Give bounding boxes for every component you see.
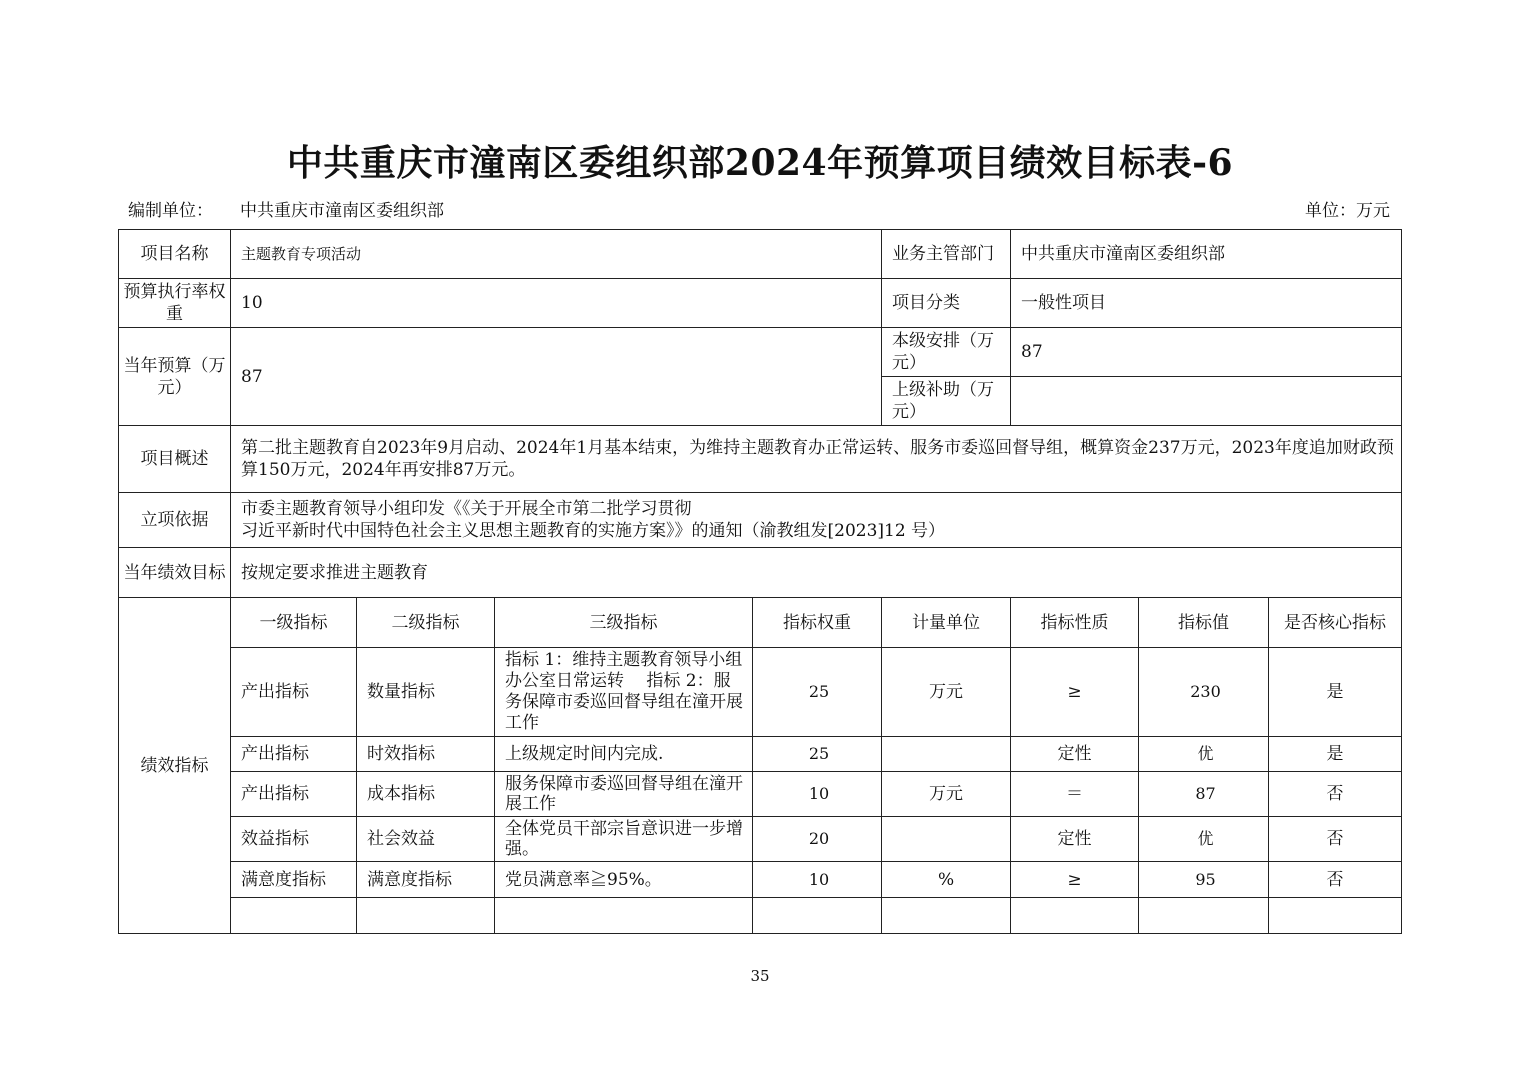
header-value: 指标值 [1139,598,1269,648]
row3-value: 87 [1139,772,1269,817]
performance-table [118,229,1402,934]
project-name-label: 项目名称 [119,230,231,279]
basis-line-1: 市委主题教育领导小组印发《《关于开展全市第二批学习贯彻 [241,499,692,519]
row4-unit [882,817,1011,862]
basis-value [231,493,1402,548]
row5-l3: 党员满意率≧95%。 [495,862,753,898]
row5-nature: ≥ [1011,862,1139,898]
compiling-unit [128,196,444,221]
row2-l1: 产出指标 [231,737,357,772]
row4-nature: 定性 [1011,817,1139,862]
row1-nature: ≥ [1011,648,1139,737]
row2-weight: 25 [753,737,882,772]
row2-value: 优 [1139,737,1269,772]
table-row [119,772,1402,817]
currency-unit: 单位：万元 [1305,201,1390,221]
local-label: 本级安排（万元） [882,328,1011,377]
project-name: 主题教育专项活动 [231,230,882,279]
row5-weight: 10 [753,862,882,898]
header-nature: 指标性质 [1011,598,1139,648]
table-row [119,817,1402,862]
row4-weight: 20 [753,817,882,862]
row5-value: 95 [1139,862,1269,898]
table-row [119,648,1402,737]
category-label: 项目分类 [882,279,1011,328]
row5-core: 否 [1269,862,1402,898]
exec-weight-value: 10 [231,279,882,328]
row3-l2: 成本指标 [357,772,495,817]
basis-label: 立项依据 [119,493,231,548]
upper-value [1011,377,1402,426]
dept-label: 业务主管部门 [882,230,1011,279]
row1-weight: 25 [753,648,882,737]
local-value: 87 [1011,328,1402,377]
table-row-empty [119,898,1402,934]
row1-core: 是 [1269,648,1402,737]
row5-l2: 满意度指标 [357,862,495,898]
row2-unit [882,737,1011,772]
row3-l1: 产出指标 [231,772,357,817]
row3-unit: 万元 [882,772,1011,817]
header-l1: 一级指标 [231,598,357,648]
basis-line-2: 习近平新时代中国特色社会主义思想主题教育的实施方案》》的通知（渝教组发[2023]12 号） [241,521,946,541]
goal-value: 按规定要求推进主题教育 [231,548,1402,598]
row3-l3: 服务保障市委巡回督导组在潼开展工作 [495,772,753,817]
category-value: 一般性项目 [1011,279,1402,328]
compiling-unit-name: 中共重庆市潼南区委组织部 [240,201,444,221]
row3-nature: ＝ [1011,772,1139,817]
row4-l3: 全体党员干部宗旨意识进一步增强。 [495,817,753,862]
header-l2: 二级指标 [357,598,495,648]
row1-l2: 数量指标 [357,648,495,737]
header-unit: 计量单位 [882,598,1011,648]
table-row [119,737,1402,772]
page-title: 中共重庆市潼南区委组织部2024年预算项目绩效目标表-6 [286,142,1234,184]
row1-l1: 产出指标 [231,648,357,737]
row2-core: 是 [1269,737,1402,772]
row1-value: 230 [1139,648,1269,737]
table-row [119,862,1402,898]
row5-l1: 满意度指标 [231,862,357,898]
overview-label: 项目概述 [119,426,231,493]
row1-unit: 万元 [882,648,1011,737]
page-number: 35 [750,967,770,985]
row4-l2: 社会效益 [357,817,495,862]
budget-label: 当年预算（万元） [119,328,231,426]
upper-label: 上级补助（万元） [882,377,1011,426]
row4-value: 优 [1139,817,1269,862]
exec-weight-label: 预算执行率权重 [119,279,231,328]
row2-l2: 时效指标 [357,737,495,772]
row2-nature: 定性 [1011,737,1139,772]
header-weight: 指标权重 [753,598,882,648]
header-l3: 三级指标 [495,598,753,648]
compiling-unit-label: 编制单位： [128,201,213,221]
goal-label: 当年绩效目标 [119,548,231,598]
row4-core: 否 [1269,817,1402,862]
row3-core: 否 [1269,772,1402,817]
row2-l3: 上级规定时间内完成. [495,737,753,772]
header-core: 是否核心指标 [1269,598,1402,648]
row4-l1: 效益指标 [231,817,357,862]
overview-value: 第二批主题教育自2023年9月启动、2024年1月基本结束，为维持主题教育办正常运转、服务市委巡回督导组，概算资金237万元，2023年度追加财政预算150万元，2024年再安排87万元。 [231,426,1402,493]
indicators-label: 绩效指标 [119,598,231,934]
dept-value: 中共重庆市潼南区委组织部 [1011,230,1402,279]
row5-unit: % [882,862,1011,898]
row3-weight: 10 [753,772,882,817]
row1-l3: 指标 1：维持主题教育领导小组办公室日常运转 指标 2：服务保障市委巡回督导组在潼开展工作 [495,648,753,737]
budget-value: 87 [231,328,882,426]
